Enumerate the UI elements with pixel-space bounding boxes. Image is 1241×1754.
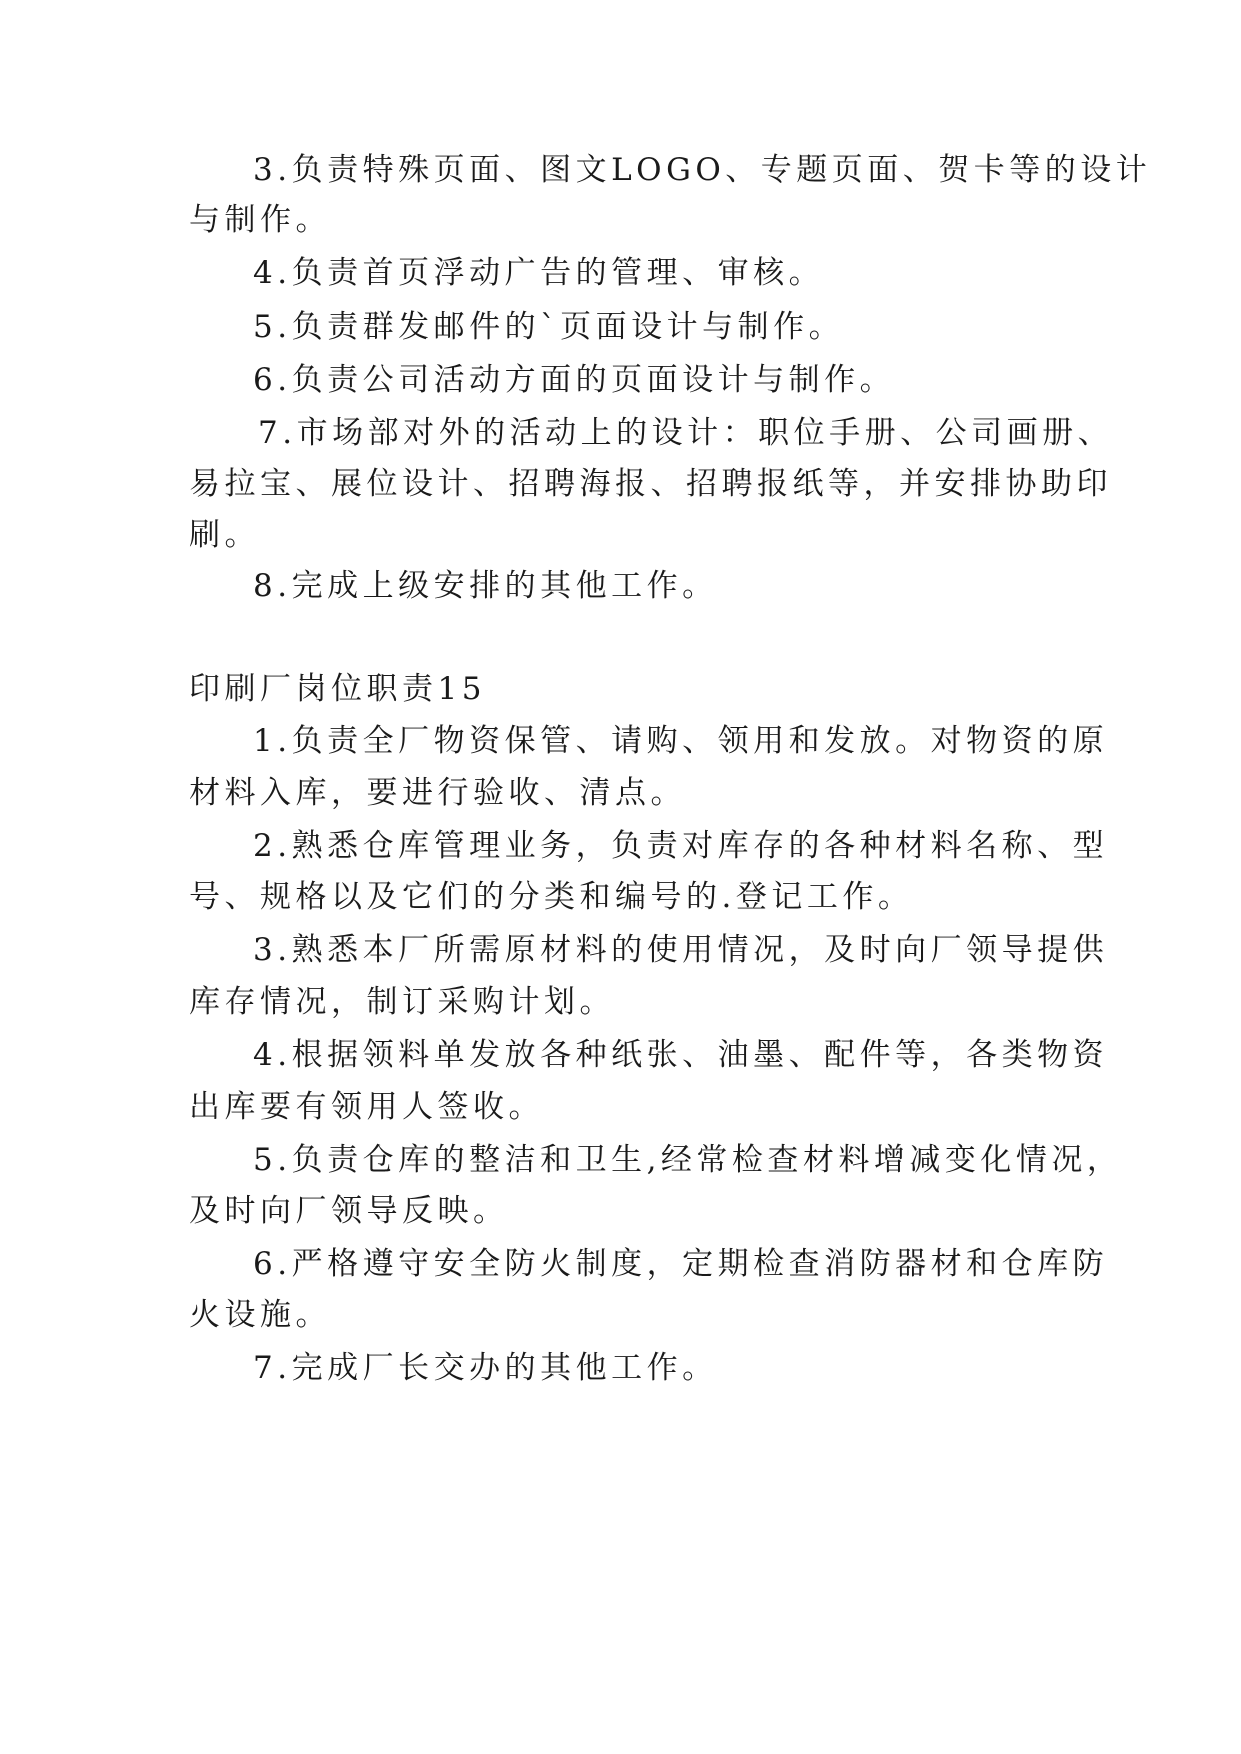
paragraph-line: 易拉宝、展位设计、招聘海报、招聘报纸等，并安排协助印	[189, 466, 1112, 502]
paragraph-line: 6.严格遵守安全防火制度，定期检查消防器材和仓库防	[253, 1246, 1109, 1282]
section-title: 印刷厂岗位职责15	[189, 671, 486, 707]
paragraph-line: 出库要有领用人签收。	[189, 1089, 544, 1125]
paragraph-line: 2.熟悉仓库管理业务，负责对库存的各种材料名称、型	[253, 828, 1109, 864]
paragraph-line: 4.负责首页浮动广告的管理、审核。	[253, 255, 825, 291]
paragraph-line: 6.负责公司活动方面的页面设计与制作。	[253, 362, 896, 398]
paragraph-line: 3.负责特殊页面、图文LOGO、专题页面、贺卡等的设计	[253, 152, 1152, 188]
paragraph-line: 材料入库，要进行验收、清点。	[189, 775, 686, 811]
paragraph-line: 库存情况，制订采购计划。	[189, 984, 615, 1020]
paragraph-line: 1.负责全厂物资保管、请购、领用和发放。对物资的原	[253, 723, 1109, 759]
paragraph-line: 与制作。	[189, 202, 331, 238]
paragraph-line: 5.负责仓库的整洁和卫生,经常检查材料增减变化情况，	[253, 1142, 1123, 1178]
paragraph-line: 5.负责群发邮件的`页面设计与制作。	[253, 309, 845, 345]
paragraph-line: 8.完成上级安排的其他工作。	[253, 568, 718, 604]
paragraph-line: 3.熟悉本厂所需原材料的使用情况，及时向厂领导提供	[253, 932, 1109, 968]
paragraph-line: 7.完成厂长交办的其他工作。	[253, 1350, 718, 1386]
paragraph-line: 4.根据领料单发放各种纸张、油墨、配件等，各类物资	[253, 1037, 1109, 1073]
paragraph-line: 火设施。	[189, 1297, 331, 1333]
paragraph-line: 刷。	[189, 517, 260, 553]
paragraph-line: 及时向厂领导反映。	[189, 1193, 509, 1229]
paragraph-line: 号、规格以及它们的分类和编号的.登记工作。	[189, 879, 914, 915]
paragraph-line: 7.市场部对外的活动上的设计：职位手册、公司画册、	[258, 415, 1114, 451]
